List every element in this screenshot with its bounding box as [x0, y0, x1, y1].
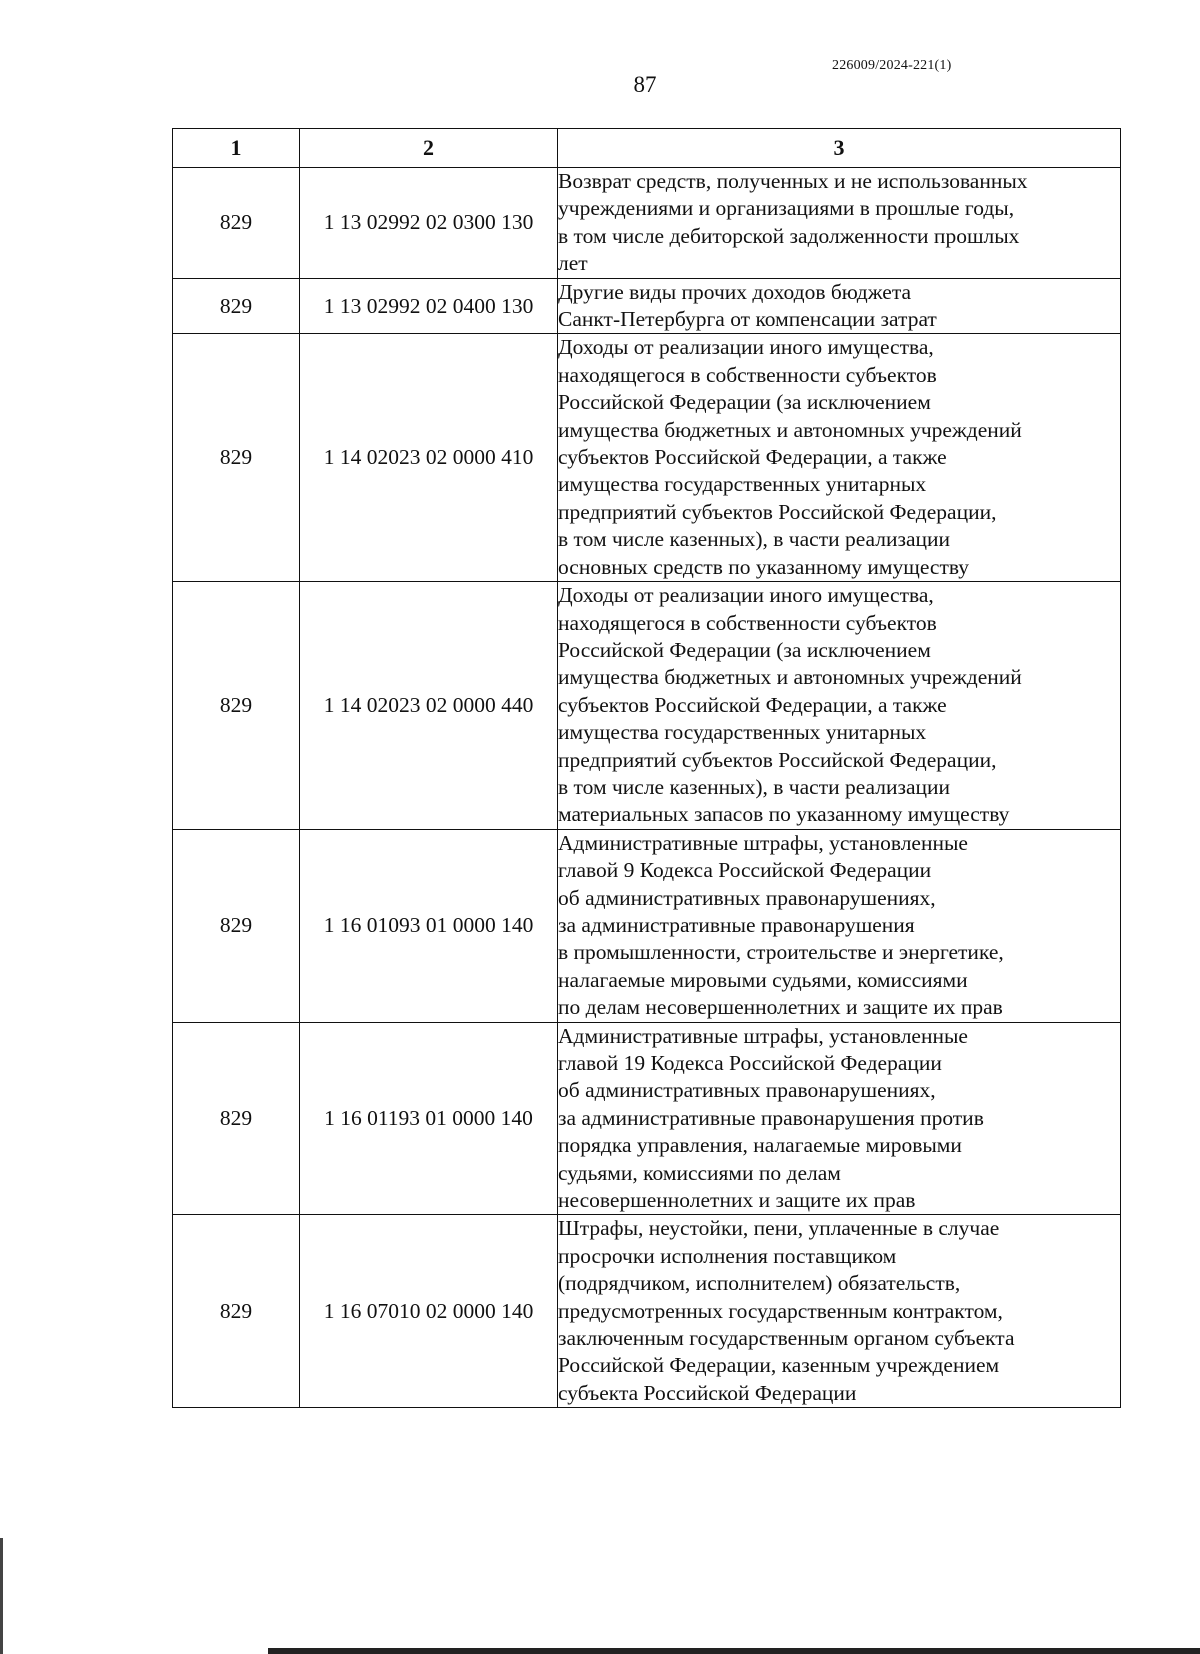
table-row: [173, 1215, 1121, 1408]
description-line: Штрафы, неустойки, пени, уплаченные в случае: [558, 1216, 1000, 1241]
description-line: за административные правонарушения: [558, 912, 915, 937]
revenue-description-cell: [558, 334, 1121, 582]
description-line: Административные штрафы, установленные: [558, 1023, 968, 1048]
budget-classification-code-cell: 1 16 07010 02 0000 140: [300, 1215, 558, 1408]
description-line: предприятий субъектов Российской Федерации,: [558, 747, 997, 772]
description-line: основных средств по указанному имуществу: [558, 554, 970, 579]
description-line: Российской Федерации, казенным учреждением: [558, 1353, 1000, 1378]
revenue-description-cell: [558, 168, 1121, 279]
budget-classification-code-cell: 1 16 01093 01 0000 140: [300, 829, 558, 1022]
description-line: налагаемые мировыми судьями, комиссиями: [558, 967, 968, 992]
description-line: субъектов Российской Федерации, а также: [558, 692, 947, 717]
revenue-codes-table: [172, 128, 1121, 1408]
description-line: имущества государственных унитарных: [558, 472, 927, 497]
description-line: предприятий субъектов Российской Федерации,: [558, 499, 997, 524]
admin-code-cell: 829: [173, 278, 300, 334]
column-header-1: 1: [173, 129, 300, 168]
description-line: Российской Федерации (за исключением: [558, 390, 931, 415]
description-line: несовершеннолетних и защите их прав: [558, 1188, 916, 1213]
table-header-row: [173, 129, 1121, 168]
description-line: имущества бюджетных и автономных учреждений: [558, 665, 1022, 690]
description-line: главой 19 Кодекса Российской Федерации: [558, 1051, 942, 1075]
description-line: порядка управления, налагаемые мировыми: [558, 1133, 962, 1158]
budget-classification-code-cell: 1 13 02992 02 0400 130: [300, 278, 558, 334]
description-line: материальных запасов по указанному имуществу: [558, 802, 1010, 827]
description-line: в том числе дебиторской задолженности прошлых: [558, 223, 1020, 248]
page-number: 87: [633, 72, 657, 97]
description-line: лет: [558, 251, 588, 276]
description-line: просрочки исполнения поставщиком: [558, 1243, 897, 1268]
table-row: [173, 829, 1121, 1022]
column-header-2: 2: [300, 129, 558, 168]
revenue-description-cell: [558, 1022, 1121, 1215]
description-line: Санкт-Петербурга от компенсации затрат: [558, 307, 937, 332]
description-line: Возврат средств, полученных и не использованных: [558, 169, 1028, 193]
description-line: Российской Федерации (за исключением: [558, 637, 931, 662]
budget-classification-code-cell: 1 16 01193 01 0000 140: [300, 1022, 558, 1215]
scan-left-edge: [0, 1538, 3, 1654]
scan-bottom-edge: [268, 1648, 1200, 1654]
description-line: по делам несовершеннолетних и защите их прав: [558, 995, 1003, 1020]
admin-code-cell: 829: [173, 829, 300, 1022]
table-row: [173, 1022, 1121, 1215]
description-line: субъектов Российской Федерации, а также: [558, 445, 947, 470]
description-line: находящегося в собственности субъектов: [558, 362, 937, 387]
description-line: Доходы от реализации иного имущества,: [558, 583, 934, 608]
table-row: [173, 168, 1121, 279]
admin-code-cell: 829: [173, 168, 300, 279]
budget-classification-code-cell: 1 13 02992 02 0300 130: [300, 168, 558, 279]
budget-classification-code-cell: 1 14 02023 02 0000 410: [300, 334, 558, 582]
description-line: Административные штрафы, установленные: [558, 830, 968, 855]
description-line: об административных правонарушениях,: [558, 885, 936, 910]
description-line: имущества бюджетных и автономных учреждений: [558, 417, 1022, 442]
admin-code-cell: 829: [173, 334, 300, 582]
description-line: находящегося в собственности субъектов: [558, 610, 937, 635]
description-line: в промышленности, строительстве и энергетике,: [558, 940, 1004, 965]
description-line: об административных правонарушениях,: [558, 1078, 936, 1103]
description-line: за административные правонарушения против: [558, 1105, 984, 1130]
description-line: предусмотренных государственным контрактом,: [558, 1298, 1003, 1323]
revenue-description-cell: [558, 278, 1121, 334]
description-line: учреждениями и организациями в прошлые годы,: [558, 196, 1015, 221]
revenue-description-cell: [558, 582, 1121, 830]
description-line: заключенным государственным органом субъекта: [558, 1326, 1015, 1351]
description-line: Доходы от реализации иного имущества,: [558, 335, 934, 360]
table-row: [173, 334, 1121, 582]
description-line: (подрядчиком, исполнителем) обязательств,: [558, 1271, 961, 1296]
revenue-description-cell: [558, 829, 1121, 1022]
revenue-description-cell: [558, 1215, 1121, 1408]
budget-classification-code-cell: 1 14 02023 02 0000 440: [300, 582, 558, 830]
document-id: 226009/2024-221(1): [832, 58, 952, 73]
admin-code-cell: 829: [173, 1215, 300, 1408]
column-header-3: 3: [558, 129, 1121, 168]
admin-code-cell: 829: [173, 582, 300, 830]
description-line: судьями, комиссиями по делам: [558, 1160, 841, 1185]
description-line: Другие виды прочих доходов бюджета: [558, 279, 912, 304]
description-line: главой 9 Кодекса Российской Федерации: [558, 858, 932, 883]
table-row: [173, 582, 1121, 830]
description-line: в том числе казенных), в части реализации: [558, 774, 951, 799]
table-row: [173, 278, 1121, 334]
description-line: имущества государственных унитарных: [558, 720, 927, 745]
description-line: субъекта Российской Федерации: [558, 1380, 857, 1405]
description-line: в том числе казенных), в части реализации: [558, 527, 951, 552]
admin-code-cell: 829: [173, 1022, 300, 1215]
